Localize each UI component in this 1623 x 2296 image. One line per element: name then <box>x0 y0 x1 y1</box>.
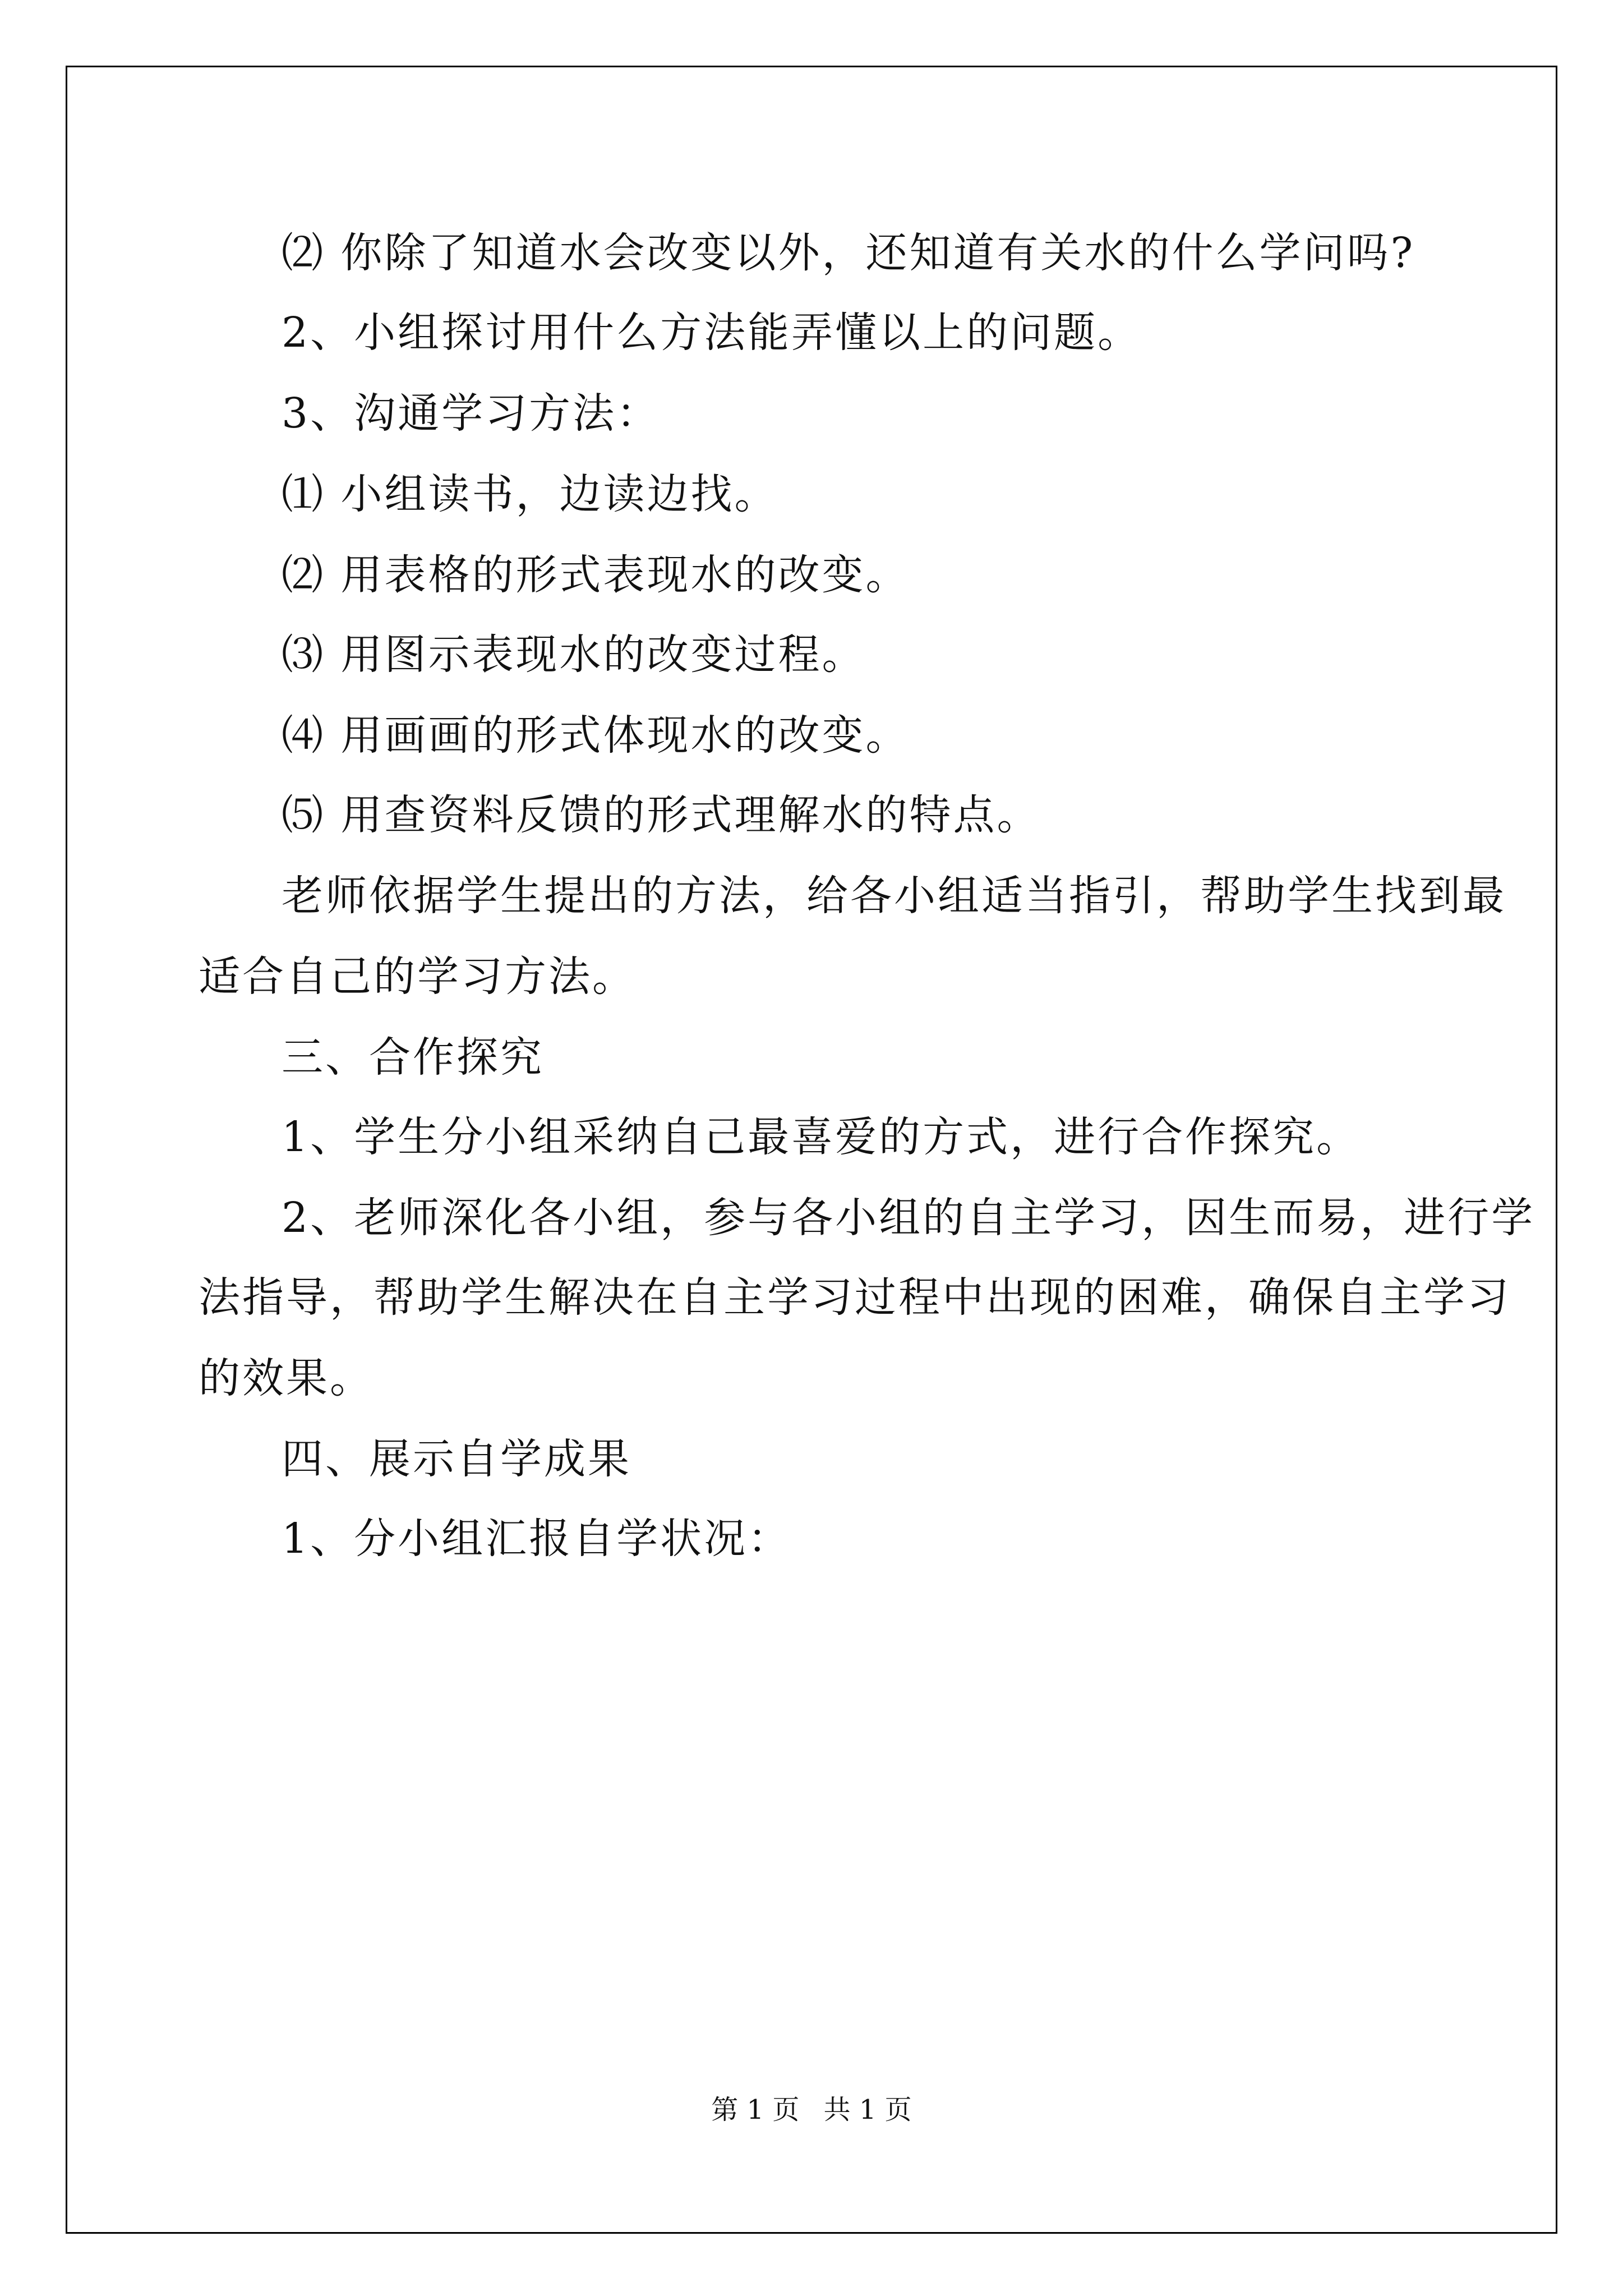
paragraph-continuation: 法指导，帮助学生解决在自主学习过程中出现的困难，确保自主学习 <box>199 1273 1511 1322</box>
paragraph: ⑸ 用查资料反馈的形式理解水的特点。 <box>282 791 1041 839</box>
paragraph: 老师依据学生提出的方法，给各小组适当指引，帮助学生找到最 <box>282 872 1506 920</box>
page-total: 共 1 页 <box>823 2094 912 2125</box>
paragraph: 1、学生分小组采纳自己最喜爱的方式，进行合作探究。 <box>282 1113 1361 1161</box>
paragraph: ⑵ 用表格的形式表现水的改变。 <box>282 551 910 599</box>
paragraph: ⑷ 用画画的形式体现水的改变。 <box>282 711 910 760</box>
paragraph: 1、分小组汇报自学状况： <box>282 1515 792 1563</box>
section-heading: 三、合作探究 <box>282 1033 544 1082</box>
page-footer <box>0 2088 1623 2127</box>
paragraph-continuation: 的效果。 <box>199 1354 374 1402</box>
paragraph-continuation: 适合自己的学习方法。 <box>199 953 636 1001</box>
section-heading: 四、展示自学成果 <box>282 1435 631 1483</box>
paragraph: 2、老师深化各小组，参与各小组的自主学习，因生而易，进行学 <box>282 1194 1536 1242</box>
paragraph: ⑵ 你除了知道水会改变以外，还知道有关水的什么学问吗? <box>282 229 1415 277</box>
paragraph: 3、沟通学习方法： <box>282 389 661 438</box>
paragraph: ⑶ 用图示表现水的改变过程。 <box>282 631 866 679</box>
paragraph: 2、小组探讨用什么方法能弄懂以上的问题。 <box>282 309 1142 357</box>
page-number: 第 1 页 <box>711 2094 800 2125</box>
paragraph: ⑴ 小组读书，边读边找。 <box>282 470 778 518</box>
